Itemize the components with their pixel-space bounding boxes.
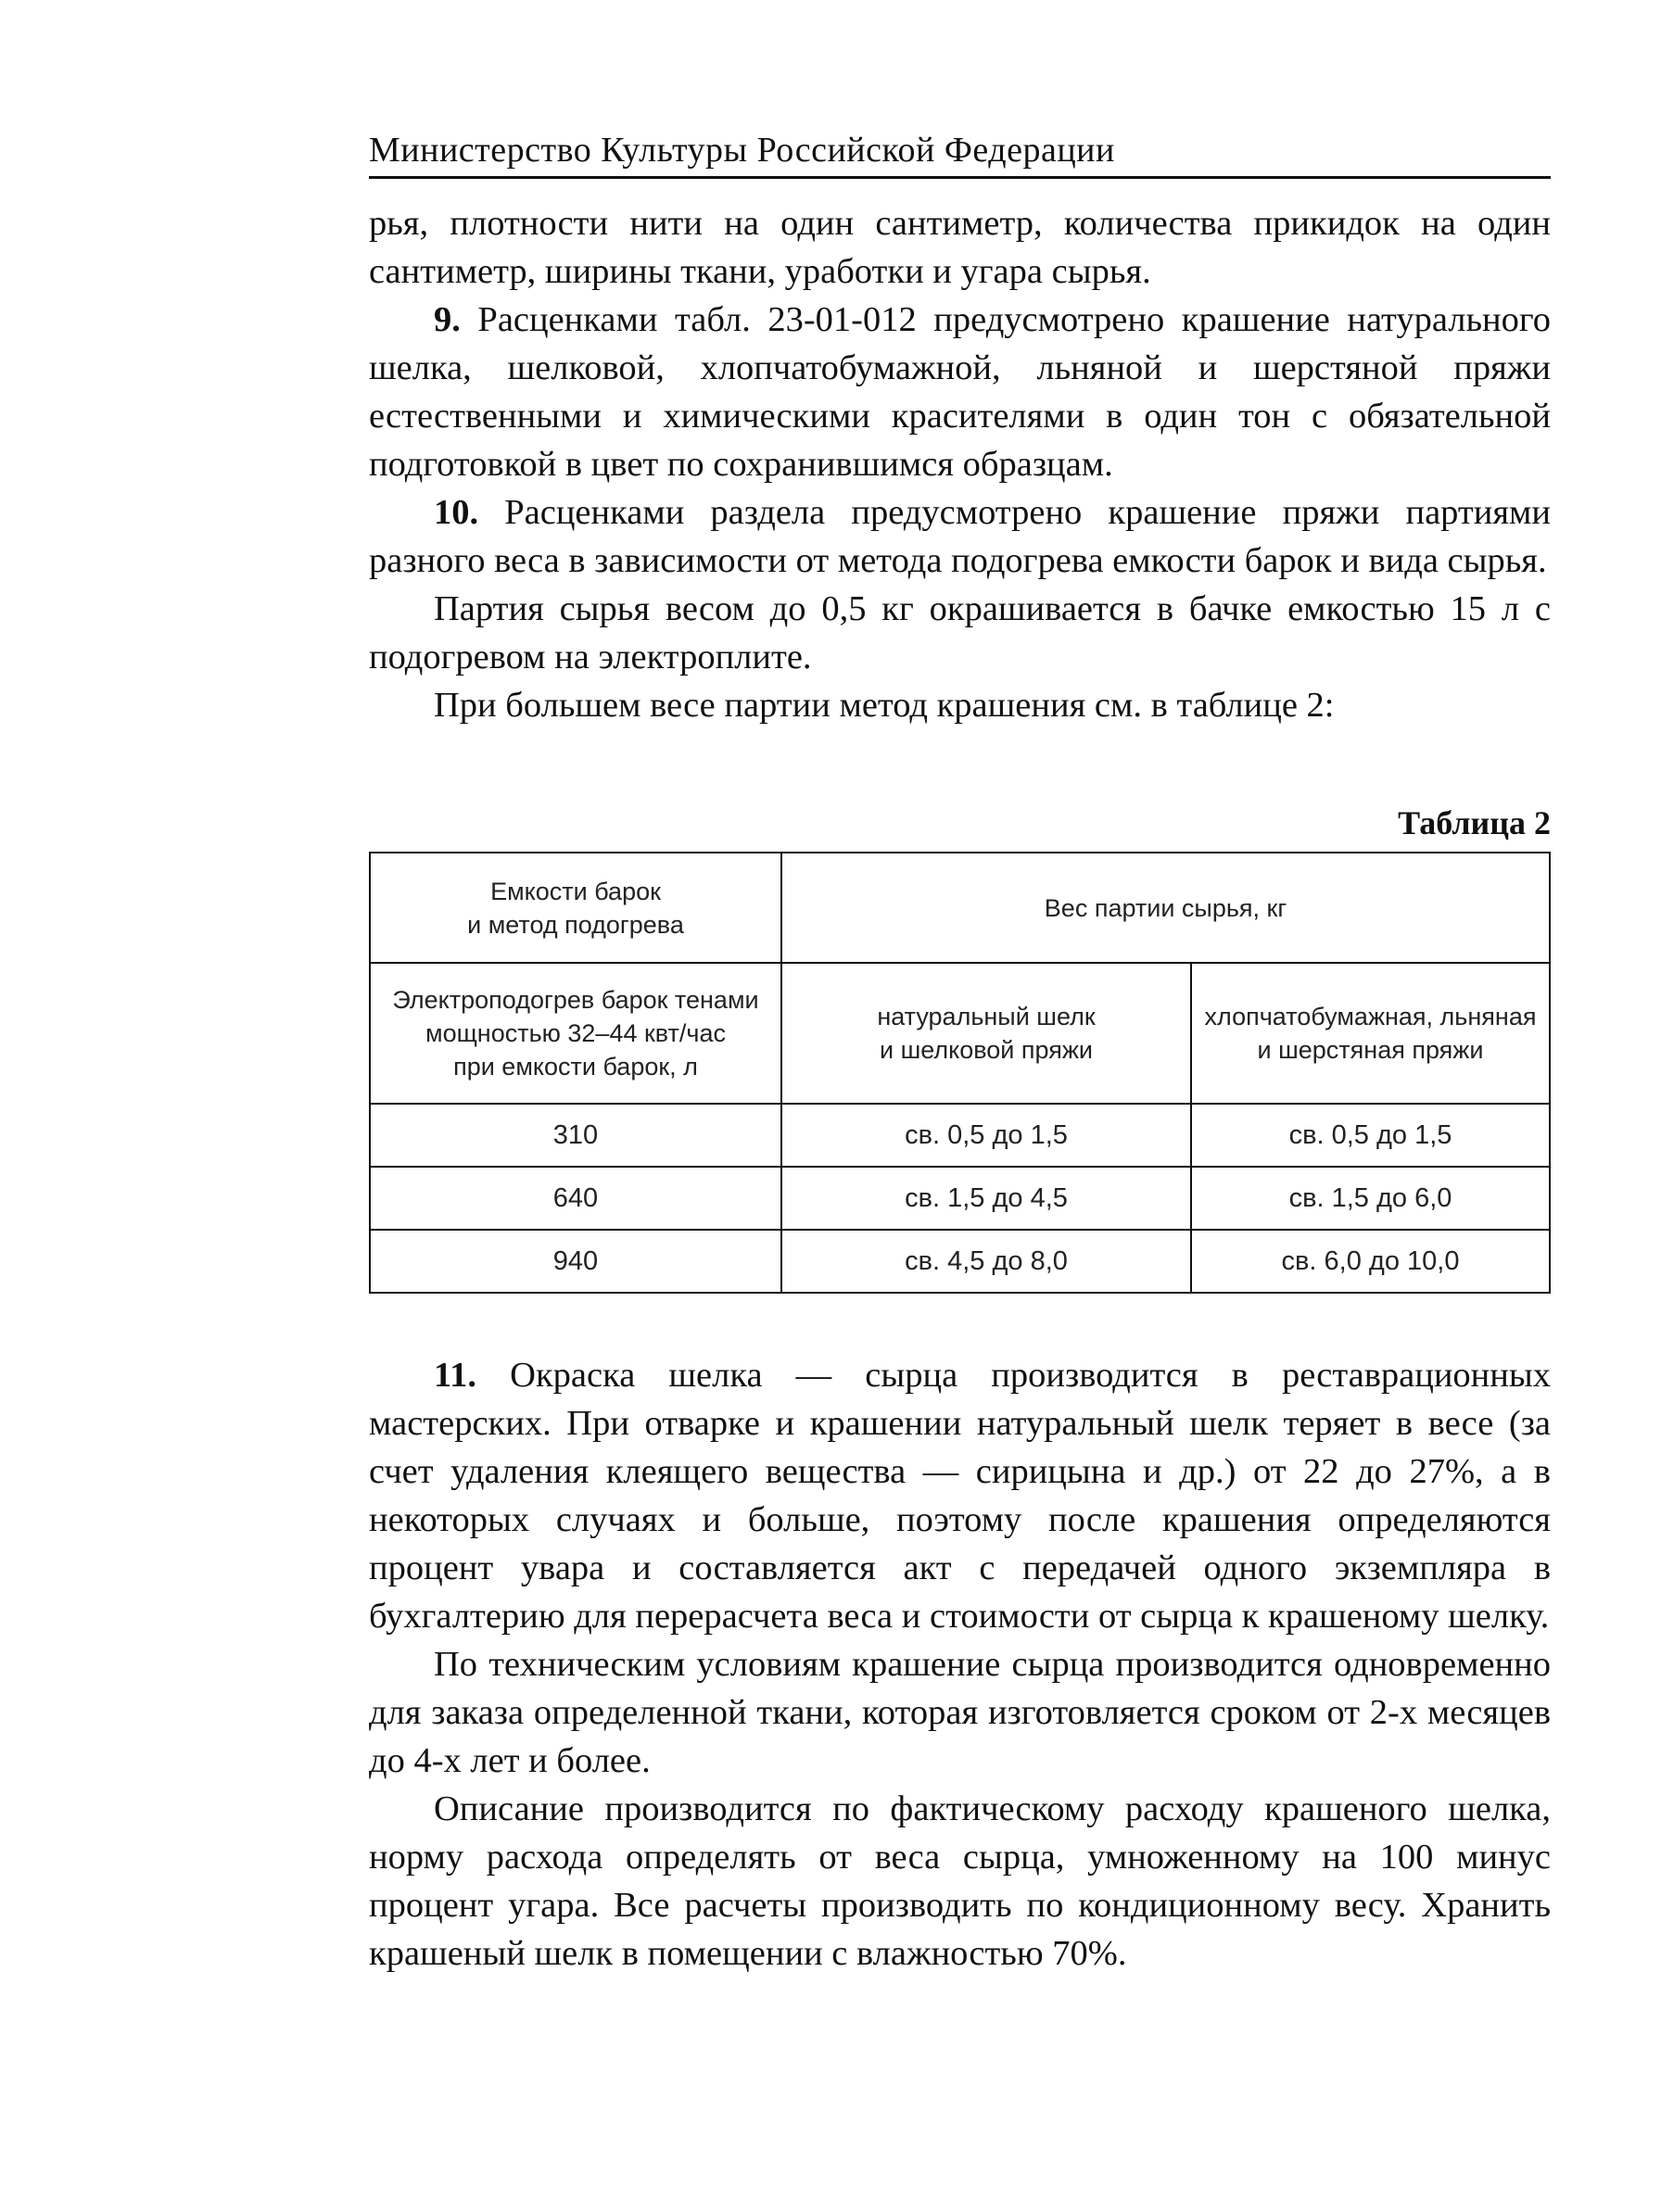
table-row <box>370 1230 1550 1293</box>
header-weight-cell: Вес партии сырья, кг <box>781 853 1550 963</box>
paragraph-continuation: рья, плотности нити на один сантиметр, количества прикидок на один сантиметр, ширины ткани, уработки и угара сырья. <box>369 204 1551 291</box>
paragraph-batch-small: Партия сырья весом до 0,5 кг окрашивается в бачке емкостью 15 л с подогревом на электроплите. <box>369 589 1551 676</box>
header-capacity-cell: Емкости барок и метод подогрева <box>370 853 781 963</box>
paragraph-table-ref: При большем весе партии метод крашения см. в таблице 2: <box>434 686 1335 725</box>
cotton-cell: св. 1,5 до 6,0 <box>1191 1167 1550 1230</box>
paragraph-number: 10. <box>434 493 479 532</box>
paragraph-write-off: Описание производится по фактическому расходу крашеного шелка, норму расхода определять от веса сырца, умноженному на 100 минус процент угара. Все расчеты производить по кондиционному весу. Хранить крашеный шелк в помещении с влажностью 70%. <box>369 1789 1551 1973</box>
subheader-silk-cell: натуральный шелк и шелковой пряжи <box>781 963 1191 1104</box>
body-after-table <box>369 1351 1551 1978</box>
silk-cell: св. 4,5 до 8,0 <box>781 1230 1191 1293</box>
dyeing-table <box>369 852 1551 1294</box>
cotton-cell: св. 6,0 до 10,0 <box>1191 1230 1550 1293</box>
paragraph-item-11: 11. Окраска шелка — сырца производится в реставрационных мастерских. При отварке и крашении натуральный шелк теряет в весе (за счет удаления клеящего вещества — сирицына и др.) от 22 до 27%, а в некоторых случаях и больше, поэтому после крашения определяются процент увара и составляется акт с передачей одного экземпляра в бухгалтерию для перерасчета веса и стоимости от сырца к крашеному шелку. <box>369 1356 1552 1636</box>
table-row <box>370 1104 1550 1167</box>
table-subheader-row <box>370 963 1550 1104</box>
table-caption: Таблица 2 <box>1398 804 1551 841</box>
running-header: Министерство Культуры Российской Федерации <box>369 130 1551 179</box>
table-row <box>370 1167 1550 1230</box>
table-header-row <box>370 853 1550 963</box>
capacity-cell: 310 <box>370 1104 781 1167</box>
subheader-heating-cell: Электроподогрев барок тенами мощностью 32–44 квт/час при емкости барок, л <box>370 963 781 1104</box>
paragraph-item-10: 10. Расценками раздела предусмотрено крашение пряжи партиями разного веса в зависимости от метода подогрева емкости барок и вида сырья. <box>369 493 1551 580</box>
paragraph-number: 11. <box>434 1356 477 1395</box>
document-page <box>369 130 1551 1978</box>
silk-cell: св. 0,5 до 1,5 <box>781 1104 1191 1167</box>
paragraph-technical-conditions: По техническим условиям крашение сырца производится одновременно для заказа определенной ткани, которая изготовляется сроком от 2-х месяцев до 4-х лет и более. <box>369 1645 1551 1780</box>
capacity-cell: 940 <box>370 1230 781 1293</box>
paragraph-number: 9. <box>434 300 461 339</box>
cotton-cell: св. 0,5 до 1,5 <box>1191 1104 1550 1167</box>
subheader-cotton-cell: хлопчатобумажная, льняная и шерстяная пряжи <box>1191 963 1550 1104</box>
silk-cell: св. 1,5 до 4,5 <box>781 1167 1191 1230</box>
capacity-cell: 640 <box>370 1167 781 1230</box>
body-before-table <box>369 199 1551 729</box>
paragraph-item-9: 9. Расценками табл. 23-01-012 предусмотрено крашение натурального шелка, шелковой, хлопчатобумажной, льняной и шерстяной пряжи естественными и химическими красителями в один тон с обязательной подготовкой в цвет по сохранившимся образцам. <box>369 300 1551 484</box>
